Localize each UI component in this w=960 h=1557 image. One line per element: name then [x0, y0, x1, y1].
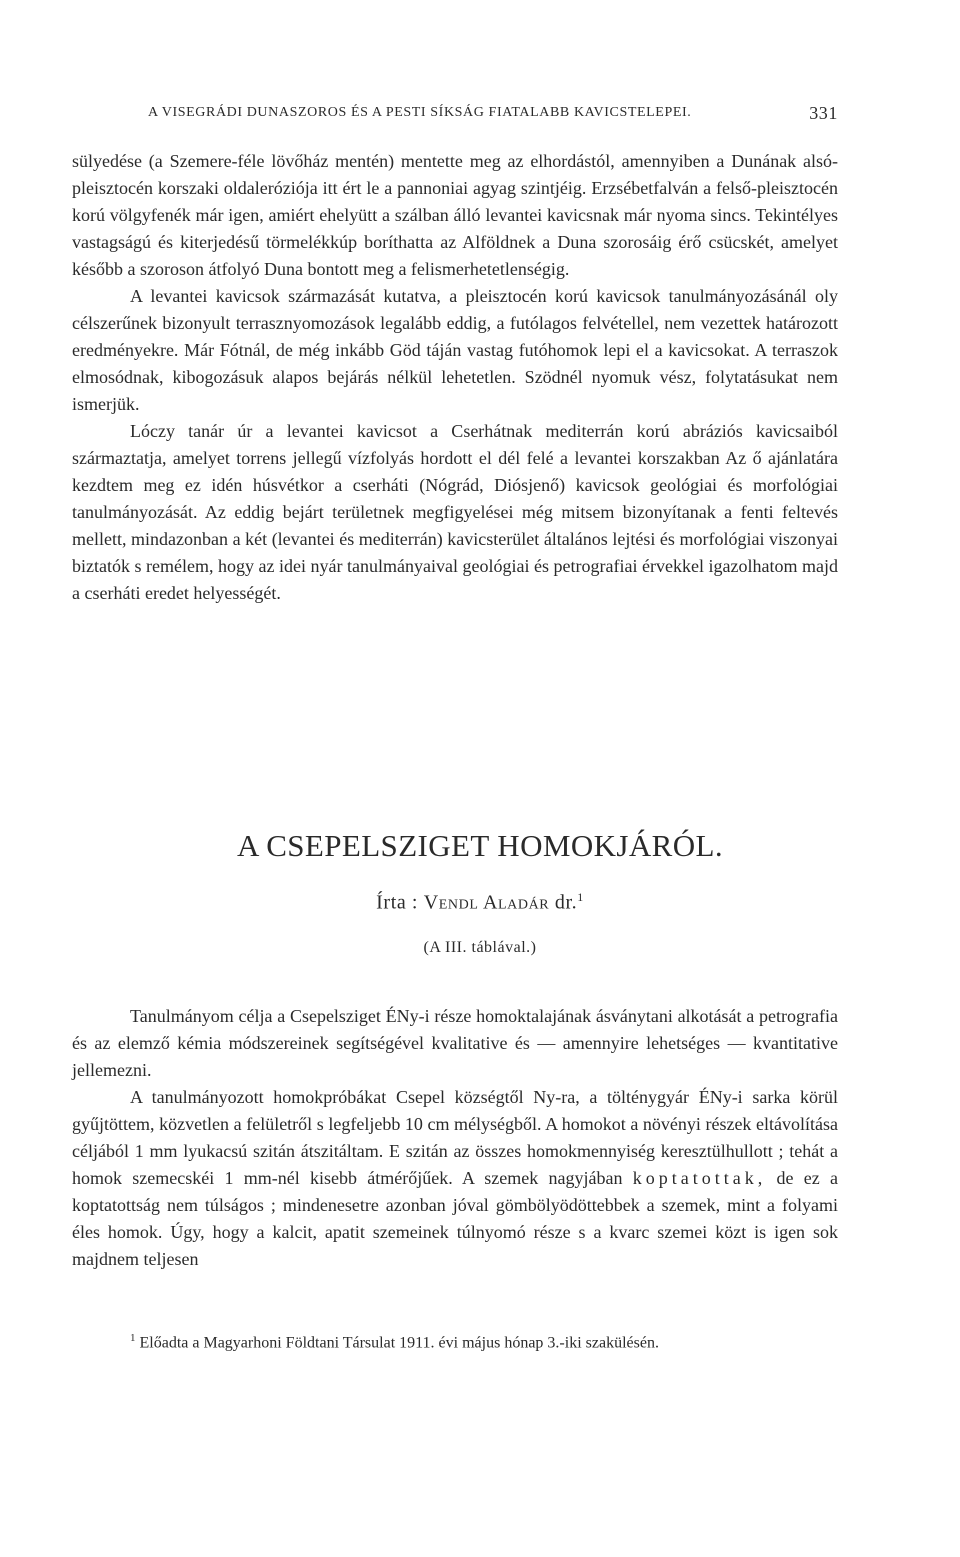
paragraph: sülyedése (a Szemere-féle lövőház mentén) mentette meg az elhordástól, amennyiben a Dunának alsó-pleisztocén korszaki oldaleróziója itt ért le a pannoniai agyag szintjéig. Erzsébetfalván a felső-pleisztocén korú völgyfenék már igen, amiért ehelyütt a szálban álló levantei kavicsnak már nyoma sincs. Tekintélyes vastagságú és kiterjedésű törmelékkúp boríthatta az Alföldnek a Duna szorosáig érő csücskét, amelyet később a szoroson átfolyó Duna bontott meg a felismerhetetlenségig. — [72, 151, 838, 279]
footnote — [72, 1326, 838, 1355]
article-text — [72, 1003, 838, 1273]
footnote-body: Előadta a Magyarhoni Földtani Társulat 1911. évi május hónap 3.-iki szakülésén. — [139, 1334, 659, 1352]
footnote-mark: 1 — [130, 1332, 136, 1344]
author-prefix: Írta : — [376, 891, 419, 914]
footnote-mark: 1 — [577, 890, 584, 904]
text-run: de ez a koptatottság nem túlságos ; mindenesetre azonban jóval gömbölyödöttebbek a szemek, mint a folyami éles homok. Úgy, hogy a kalcit, apatit szemeinek túlnyomó része s a kvarc szemei közt is igen sok majdnem teljesen — [72, 1168, 838, 1269]
paragraph — [72, 1084, 838, 1273]
continued-article-text — [72, 148, 838, 607]
author-name: Vendl Aladár — [423, 891, 550, 914]
author-line — [0, 883, 960, 917]
plate-note: (A III. táblával.) — [423, 939, 537, 956]
paragraph: Lóczy tanár úr a levantei kavicsot a Cserhátnak mediterrán korú abráziós kavicsaiból származtatja, amelyet torrens jellegű vízfolyás hordott el dél felé a levantei korszakban Az ő ajánlatára kezdtem meg ez idén húsvétkor a cserháti (Nógrád, Diósjenő) kavicsok geológiai és morfológiai tanulmányozását. Az eddig bejárt területnek megfigyelései még mitsem bizonyítanak a fenti feltevés mellett, mindazonban a két (levantei és mediterrán) kavicsterület általános lejtési és morfológiai viszonyai biztatók s remélem, hogy az idei nyár tanulmányaival geológiai és petrografiai érvekkel igazolhatom majd a cserháti eredet helyességét. — [72, 421, 838, 603]
running-head — [148, 102, 838, 124]
author-suffix: dr. — [554, 891, 578, 914]
spaced-emphasis: koptatottak, — [632, 1168, 767, 1188]
paragraph: A levantei kavicsok származását kutatva, a pleisztocén korú kavicsok tanulmányozásánál oly célszerűnek bizonyult terrasznyomozások legalább eddig, a futólagos felvétellel, nem vezettek határozott eredményekre. Már Fótnál, de még inkább Göd táján vastag futóhomok lepi el a kavicsokat. A terraszok elmosódnak, kibogozásuk alapos bejárás nélkül lehetetlen. Szödnél nyomuk vész, folytatásukat nem ismerjük. — [72, 286, 838, 414]
paragraph: Tanulmányom célja a Csepelsziget ÉNy-i része homoktalajának ásványtani alkotását a petrografia és az elemző kémia módszereinek segítségével kvalitative és — amennyire lehetséges — kvantitative jellemezni. — [72, 1006, 838, 1080]
footnote-text — [72, 1326, 838, 1355]
running-head-title: A VISEGRÁDI DUNASZOROS ÉS A PESTI SÍKSÁG FIATALABB KAVICSTELEPEI. — [148, 105, 692, 120]
article-title: A CSEPELSZIGET HOMOKJÁRÓL. — [236, 828, 724, 863]
page-number: 331 — [809, 103, 838, 123]
text-run: A tanulmányozott homokpróbákat Csepel községtől Ny-ra, a tölténygyár ÉNy-i sarka körül gyűjtöttem, közvetlen a felületről s legfeljebb 10 cm mélységből. A homokot a növényi részek eltávolítása céljából 1 mm lyukacsú szitán átszitáltam. E szitán az összes homokmennyiség keresztülhullott ; tehát a homok szemecskéi 1 mm-nél kisebb átmérőjűek. A szemek nagyjában — [72, 1087, 838, 1188]
